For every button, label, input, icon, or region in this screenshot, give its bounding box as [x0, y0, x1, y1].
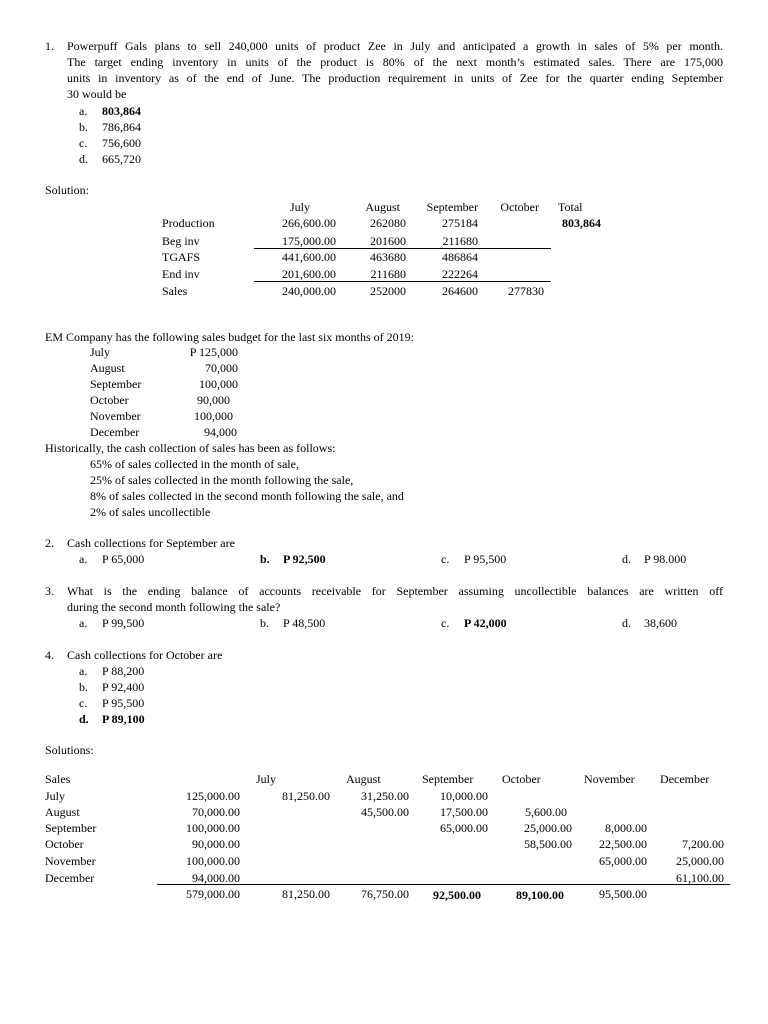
budget-amount: 90,000 — [197, 393, 230, 407]
sol1-total-answer: 803,864 — [562, 216, 601, 230]
sol2-row-month: July — [45, 789, 66, 803]
sol2-header-july: July — [256, 772, 277, 786]
q3-text-line-2: during the second month following the sale? — [67, 600, 281, 614]
sol1-header-july: July — [289, 200, 310, 214]
sol1-row-label: Beg inv — [162, 234, 200, 248]
q1-option-d-letter: d. — [79, 152, 88, 166]
q2-option-d-letter: d. — [622, 552, 631, 566]
sol1-cell: 252000 — [370, 284, 406, 298]
sol1-cell: 463680 — [370, 250, 406, 264]
em-intro: EM Company has the following sales budget for the last six months of 2019: — [45, 330, 414, 344]
q1-option-b: 786,864 — [102, 120, 141, 134]
collection-pattern: 25% of sales collected in the month following the sale, — [90, 473, 354, 487]
sol2-total-divider — [157, 884, 730, 885]
q3-option-c: P 42,000 — [464, 616, 507, 630]
sol2-cell: 5,600.00 — [525, 805, 567, 819]
q2-text: Cash collections for September are — [67, 536, 235, 550]
q3-text-line-1: What is the ending balance of accounts receivable for September assuming uncollectible balances are written off — [67, 584, 723, 598]
sol1-header-september: September — [426, 200, 478, 214]
sol1-header-total: Total — [558, 200, 583, 214]
sol1-row-label: TGAFS — [162, 250, 201, 264]
sol2-header-december: December — [660, 772, 710, 786]
q1-text-line-2: The target ending inventory in units of the product is 80% of the next month’s estimated sales. There are 175,000 — [67, 55, 723, 69]
sol2-total-october-answer: 89,100.00 — [516, 888, 564, 902]
sol1-header-august: August — [365, 200, 400, 214]
sol2-cell: 94,000.00 — [192, 871, 240, 885]
q3-option-c-letter: c. — [441, 616, 450, 630]
sol2-header-september: September — [422, 772, 474, 786]
budget-amount: 100,000 — [199, 377, 238, 391]
sol1-divider — [254, 281, 551, 282]
q3-option-a-letter: a. — [79, 616, 88, 630]
solution-label: Solution: — [45, 183, 90, 197]
q1-number: 1. — [45, 39, 54, 53]
sol1-cell: 266,600.00 — [282, 216, 336, 230]
sol1-cell: 201,600.00 — [282, 267, 336, 281]
q1-option-a-letter: a. — [79, 104, 88, 118]
q4-number: 4. — [45, 648, 54, 662]
sol2-header-november: November — [584, 772, 635, 786]
q3-option-a: P 99,500 — [102, 616, 145, 630]
solutions-label: Solutions: — [45, 743, 94, 757]
q2-option-c: P 95,500 — [464, 552, 507, 566]
sol2-cell: 125,000.00 — [186, 789, 240, 803]
sol2-cell: 58,500.00 — [524, 837, 572, 851]
sol2-cell: 22,500.00 — [599, 837, 647, 851]
budget-month: July — [90, 345, 111, 359]
q1-option-a: 803,864 — [102, 104, 141, 118]
sol1-cell: 211680 — [442, 234, 478, 248]
q1-text-line-4: 30 would be — [67, 87, 127, 101]
q4-option-b-letter: b. — [79, 680, 88, 694]
collection-pattern: 8% of sales collected in the second month following the sale, and — [90, 489, 404, 503]
sol2-cell: 70,000.00 — [192, 805, 240, 819]
budget-amount: P 125,000 — [189, 345, 238, 359]
q1-text-line-1: Powerpuff Gals plans to sell 240,000 units of product Zee in July and anticipated a growth in sales of 5% per month. — [67, 39, 723, 53]
q1-option-b-letter: b. — [79, 120, 88, 134]
q4-option-d-letter: d. — [79, 712, 89, 726]
sol2-cell: 61,100.00 — [676, 871, 724, 885]
budget-month: November — [90, 409, 141, 423]
sol1-cell: 486864 — [442, 250, 478, 264]
q4-text: Cash collections for October are — [67, 648, 223, 662]
sol2-row-month: October — [45, 837, 84, 851]
q2-option-b-letter: b. — [260, 552, 270, 566]
sol1-cell: 240,000.00 — [282, 284, 336, 298]
sol2-row-month: September — [45, 821, 97, 835]
budget-month: December — [90, 425, 140, 439]
q3-number: 3. — [45, 584, 54, 598]
sol2-cell: 31,250.00 — [361, 789, 409, 803]
q2-number: 2. — [45, 536, 54, 550]
sol2-cell: 8,000.00 — [605, 821, 647, 835]
sol2-cell: 65,000.00 — [440, 821, 488, 835]
budget-amount: 100,000 — [194, 409, 233, 423]
q4-option-c-letter: c. — [79, 696, 88, 710]
q1-text-line-3: units in inventory as of the end of June. The production requirement in units of Zee for the quarter ending September — [67, 71, 723, 85]
q2-option-a: P 65,000 — [102, 552, 145, 566]
sol2-cell: 90,000.00 — [192, 837, 240, 851]
sol2-row-month: November — [45, 854, 96, 868]
sol2-cell: 25,000.00 — [524, 821, 572, 835]
q4-option-b: P 92,400 — [102, 680, 145, 694]
sol2-header-august: August — [346, 772, 381, 786]
sol1-cell: 262080 — [370, 216, 406, 230]
q4-option-a-letter: a. — [79, 664, 88, 678]
q2-option-d: P 98.000 — [644, 552, 687, 566]
sol1-row-label: End inv — [162, 267, 200, 281]
sol1-row-label: Sales — [162, 284, 188, 298]
sol1-cell: 441,600.00 — [282, 250, 336, 264]
collection-pattern: 2% of sales uncollectible — [90, 505, 211, 519]
q4-option-d: P 89,100 — [102, 712, 145, 726]
sol2-total: 579,000.00 — [186, 887, 240, 901]
sol1-cell: 222264 — [442, 267, 478, 281]
sol2-header-october: October — [502, 772, 541, 786]
budget-month: August — [90, 361, 125, 375]
budget-amount: 94,000 — [204, 425, 237, 439]
sol2-cell: 100,000.00 — [186, 821, 240, 835]
budget-month: October — [90, 393, 129, 407]
sol2-cell: 81,250.00 — [282, 789, 330, 803]
q1-option-d: 665,720 — [102, 152, 141, 166]
collection-history: Historically, the cash collection of sales has been as follows: — [45, 441, 336, 455]
sol2-row-month: August — [45, 805, 80, 819]
q3-option-b: P 48,500 — [283, 616, 326, 630]
sol1-row-label: Production — [162, 216, 215, 230]
q3-option-d-letter: d. — [622, 616, 631, 630]
sol2-cell: 7,200.00 — [682, 837, 724, 851]
collection-pattern: 65% of sales collected in the month of sale, — [90, 457, 299, 471]
sol1-cell: 211680 — [370, 267, 406, 281]
sol2-cell: 45,500.00 — [361, 805, 409, 819]
q4-option-a: P 88,200 — [102, 664, 145, 678]
sol1-header-october: October — [500, 200, 539, 214]
sol2-total: 76,750.00 — [361, 887, 409, 901]
q1-option-c: 756,600 — [102, 136, 141, 150]
sol1-cell: 264600 — [442, 284, 478, 298]
sol1-divider — [254, 248, 551, 249]
sol2-cell: 100,000.00 — [186, 854, 240, 868]
budget-amount: 70,000 — [205, 361, 238, 375]
q1-option-c-letter: c. — [79, 136, 88, 150]
sol2-cell: 65,000.00 — [599, 854, 647, 868]
q3-option-b-letter: b. — [260, 616, 269, 630]
q2-option-c-letter: c. — [441, 552, 450, 566]
sol2-cell: 10,000.00 — [440, 789, 488, 803]
sol2-total-september-answer: 92,500.00 — [433, 888, 481, 902]
sol2-total: 81,250.00 — [282, 887, 330, 901]
sol2-total: 95,500.00 — [599, 887, 647, 901]
sol1-cell: 175,000.00 — [282, 234, 336, 248]
q3-option-d: 38,600 — [644, 616, 677, 630]
sol1-cell: 201600 — [370, 234, 406, 248]
sol2-cell: 25,000.00 — [676, 854, 724, 868]
q4-option-c: P 95,500 — [102, 696, 145, 710]
budget-month: September — [90, 377, 142, 391]
q2-option-b: P 92,500 — [283, 552, 326, 566]
q2-option-a-letter: a. — [79, 552, 88, 566]
sol2-header-sales: Sales — [45, 772, 71, 786]
sol1-cell: 275184 — [442, 216, 478, 230]
sol2-row-month: December — [45, 871, 95, 885]
sol1-cell: 277830 — [508, 284, 544, 298]
sol2-cell: 17,500.00 — [440, 805, 488, 819]
